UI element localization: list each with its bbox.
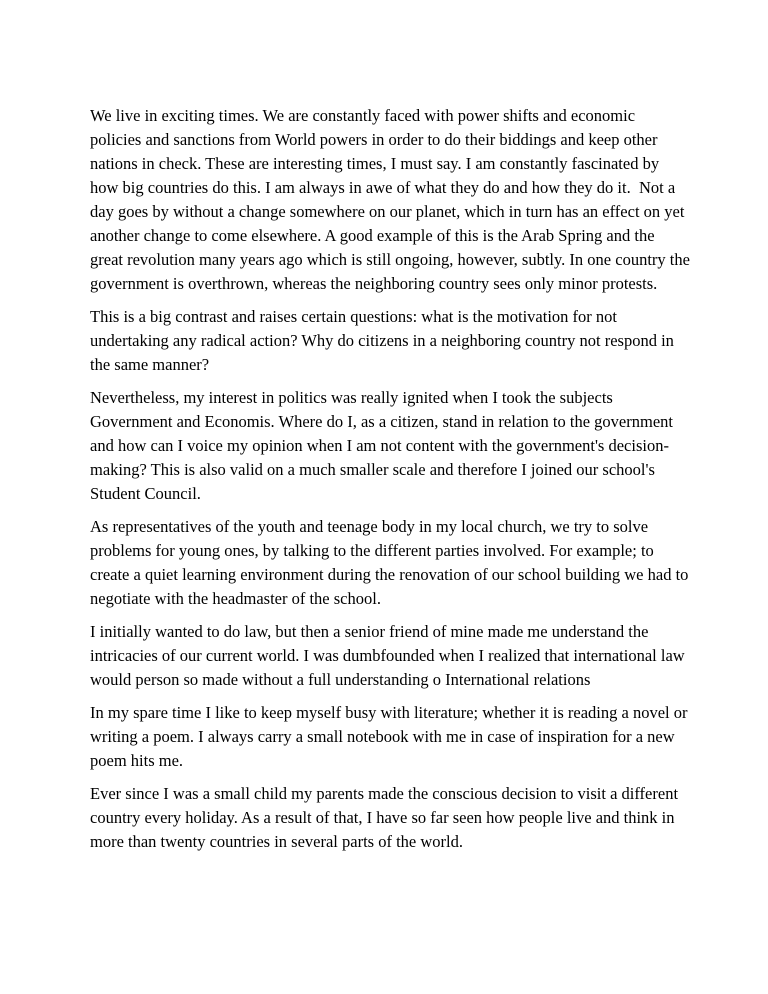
paragraph-4: As representatives of the youth and teenage body in my local church, we try to solve problems for young ones, by talking to the different parties involved. For example; to create a quiet learning environment during the renovation of our school building we had to negotiate with the headmaster of the school. <box>90 517 693 608</box>
paragraph-6: In my spare time I like to keep myself busy with literature; whether it is reading a novel or writing a poem. I always carry a small notebook with me in case of inspiration for a new poem hits me. <box>90 703 692 770</box>
paragraph-2: This is a big contrast and raises certain questions: what is the motivation for not undertaking any radical action? Why do citizens in a neighboring country not respond in the same manner? <box>90 307 679 374</box>
paragraph-7: Ever since I was a small child my parents made the conscious decision to visit a different country every holiday. As a result of that, I have so far seen how people live and think in more than twenty countries in several parts of the world. <box>90 784 683 851</box>
paragraph-5: I initially wanted to do law, but then a senior friend of mine made me understand the intricacies of our current world. I was dumbfounded when I realized that international law would person so made without a full understanding o International relations <box>90 622 689 689</box>
document-body <box>90 104 695 863</box>
paragraph-1: We live in exciting times. We are constantly faced with power shifts and economic policies and sanctions from World powers in order to do their biddings and keep other nations in check. These are interesting times, I must say. I am constantly fascinated by how big countries do this. I am always in awe of what they do and how they do it. Not a day goes by without a change somewhere on our planet, which in turn has an effect on yet another change to come elsewhere. A good example of this is the Arab Spring and the great revolution many years ago which is still ongoing, however, subtly. In one country the government is overthrown, whereas the neighboring country sees only minor protests. <box>90 106 695 293</box>
paragraph-3: Nevertheless, my interest in politics was really ignited when I took the subjects Government and Economis. Where do I, as a citizen, stand in relation to the government and how can I voice my opinion when I am not content with the government's decision-making? This is also valid on a much smaller scale and therefore I joined our school's Student Council. <box>90 388 678 503</box>
